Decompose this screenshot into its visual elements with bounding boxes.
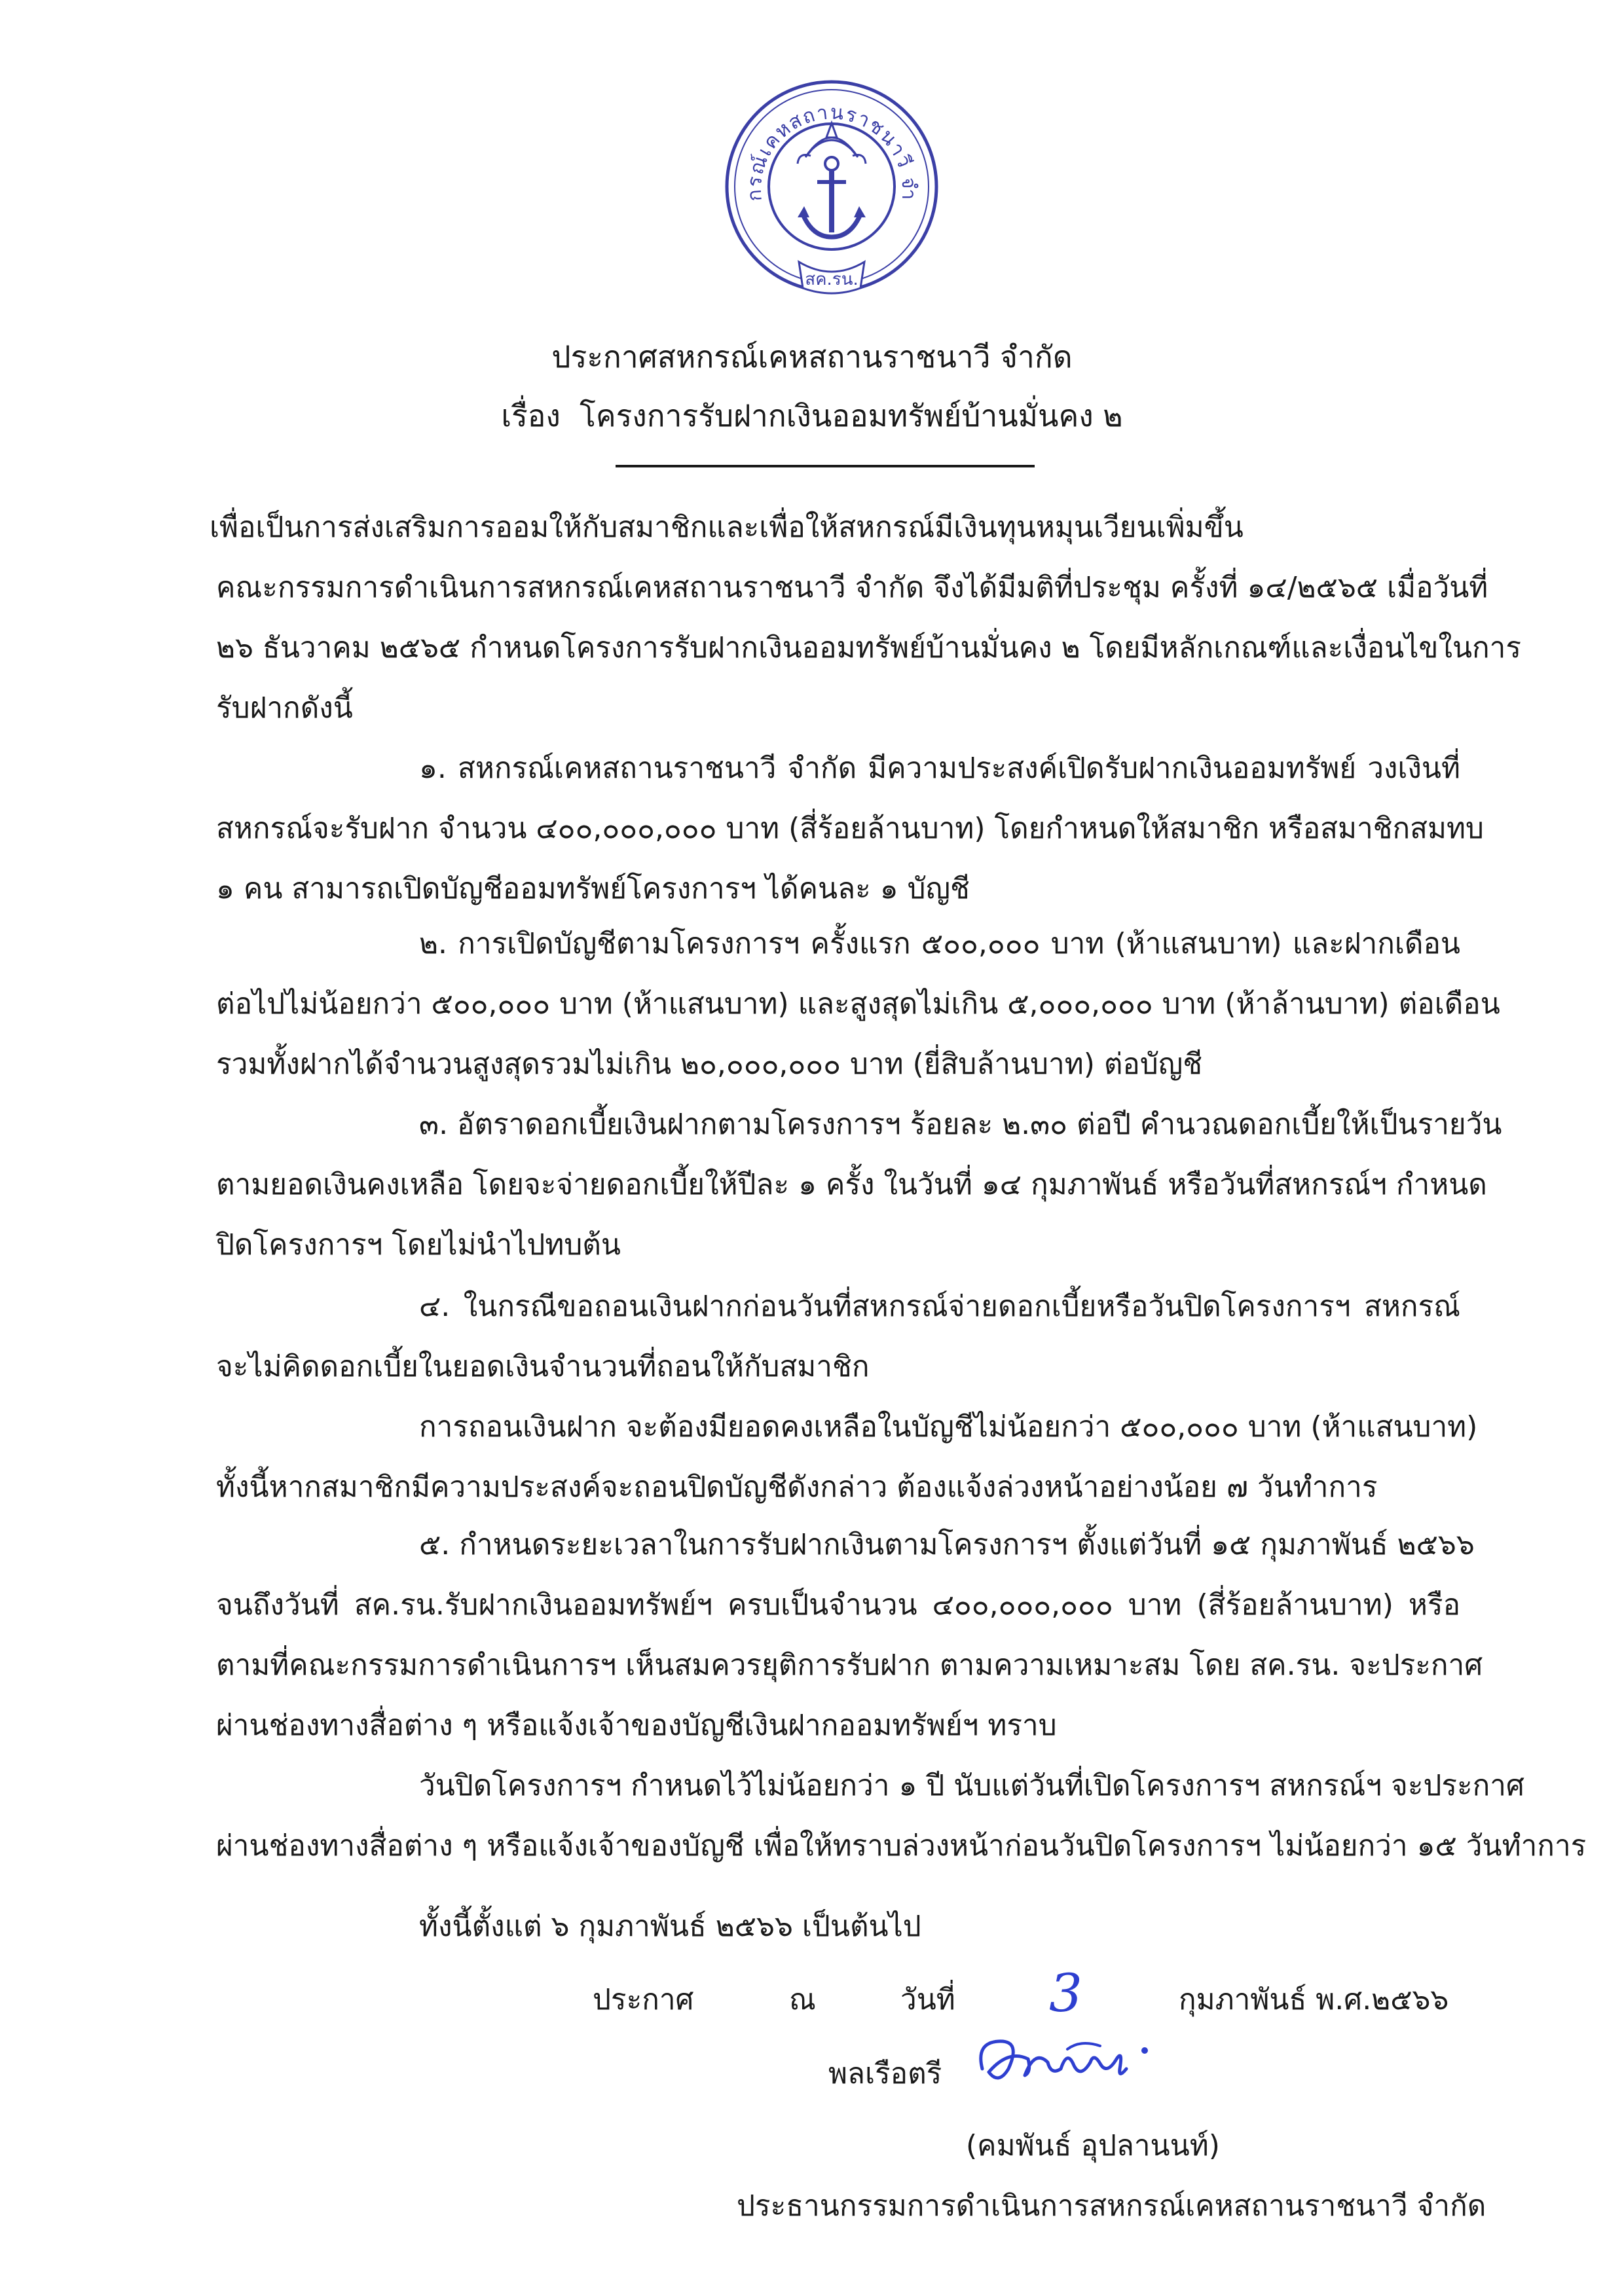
handwritten-day-glyph <box>1041 1964 1094 2023</box>
signatory-name: (คมพันธ์ อุปลานนท์) <box>966 2129 1220 2162</box>
item4b-line-1: การถอนเงินฝาก จะต้องมียอดคงเหลือในบัญชีไม่น้อยกว่า ๕๐๐,๐๐๐ บาท (ห้าแสนบาท) <box>419 1410 1478 1444</box>
anchor-seal-icon <box>720 65 943 308</box>
subject-text: โครงการรับฝากเงินออมทรัพย์บ้านมั่นคง ๒ <box>580 398 1123 433</box>
announcement-title: ประกาศสหกรณ์เคหสถานราชนาวี จำกัด <box>551 339 1073 374</box>
seal-abbrev: สค.รน. <box>805 270 858 289</box>
item2-line-3: รวมทั้งฝากได้จำนวนสูงสุดรวมไม่เกิน ๒๐,๐๐๐,๐๐๐ บาท (ยี่สิบล้านบาท) ต่อบัญชี <box>216 1048 1203 1081</box>
item2-line-2: ต่อไปไม่น้อยกว่า ๕๐๐,๐๐๐ บาท (ห้าแสนบาท) และสูงสุดไม่เกิน ๕,๐๐๐,๐๐๐ บาท (ห้าล้านบาท) ต่อเดือน <box>216 987 1500 1021</box>
item5-line-4: ผ่านช่องทางสื่อต่าง ๆ หรือแจ้งเจ้าของบัญชีเงินฝากออมทรัพย์ฯ ทราบ <box>216 1709 1057 1742</box>
effective-date: ทั้งนี้ตั้งแต่ ๖ กุมภาพันธ์ ๒๕๖๖ เป็นต้นไป <box>419 1910 921 1943</box>
announce-label: ประกาศ <box>593 1983 694 2016</box>
day-label: วันที่ <box>900 1983 955 2016</box>
item3-line-3: ปิดโครงการฯ โดยไม่นำไปทบต้น <box>216 1228 621 1262</box>
item4-line-2: จะไม่คิดดอกเบี้ยในยอดเงินจำนวนที่ถอนให้กับสมาชิก <box>216 1350 870 1383</box>
intro-line-1: เพื่อเป็นการส่งเสริมการออมให้กับสมาชิกและเพื่อให้สหกรณ์มีเงินทุนหมุนเวียนเพิ่มขึ้น <box>210 511 1244 544</box>
item1-line-3: ๑ คน สามารถเปิดบัญชีออมทรัพย์โครงการฯ ได้คนละ ๑ บัญชี <box>216 872 970 905</box>
item5-line-3: ตามที่คณะกรรมการดำเนินการฯ เห็นสมควรยุติการรับฝาก ตามความเหมาะสม โดย สค.รน. จะประกาศ <box>216 1649 1483 1682</box>
signatory-rank: พลเรือตรี <box>828 2057 942 2090</box>
item5-line-2: จนถึงวันที่ สค.รน.รับฝากเงินออมทรัพย์ฯ ครบเป็นจำนวน ๔๐๐,๐๐๐,๐๐๐ บาท (สี่ร้อยล้านบาท) หรือ <box>216 1588 1460 1622</box>
signature-mark <box>969 2023 1166 2095</box>
item4-line-1: ๔. ในกรณีขอถอนเงินฝากก่อนวันที่สหกรณ์จ่ายดอกเบี้ยหรือวันปิดโครงการฯ สหกรณ์ <box>419 1290 1460 1323</box>
item3-line-1: ๓. อัตราดอกเบี้ยเงินฝากตามโครงการฯ ร้อยละ ๒.๓๐ ต่อปี คำนวณดอกเบี้ยให้เป็นรายวัน <box>419 1108 1502 1141</box>
item5-line-1: ๕. กำหนดระยะเวลาในการรับฝากเงินตามโครงการฯ ตั้งแต่วันที่ ๑๕ กุมภาพันธ์ ๒๕๖๖ <box>419 1528 1475 1561</box>
item5b-line-1: วันปิดโครงการฯ กำหนดไว้ไม่น้อยกว่า ๑ ปี นับแต่วันที่เปิดโครงการฯ สหกรณ์ฯ จะประกาศ <box>419 1769 1524 1802</box>
seal-ring-text: กรณ์เคหสถานราชนาวี จำ <box>743 101 921 202</box>
announcement-subject <box>0 396 1624 435</box>
day-value: 3 <box>1049 1964 1082 2023</box>
header-divider <box>616 465 1035 467</box>
item3-line-2: ตามยอดเงินคงเหลือ โดยจะจ่ายดอกเบี้ยให้ปีละ ๑ ครั้ง ในวันที่ ๑๔ กุมภาพันธ์ หรือวันที่สหกรณ์ฯ กำหนด <box>216 1168 1487 1201</box>
item1-line-2: สหกรณ์จะรับฝาก จำนวน ๔๐๐,๐๐๐,๐๐๐ บาท (สี่ร้อยล้านบาท) โดยกำหนดให้สมาชิก หรือสมาชิกสมทบ <box>216 812 1484 845</box>
item4b-line-2: ทั้งนี้หากสมาชิกมีความประสงค์จะถอนปิดบัญชีดังกล่าว ต้องแจ้งล่วงหน้าอย่างน้อย ๗ วันทำการ <box>216 1470 1378 1504</box>
intro-line-4: รับฝากดังนี้ <box>216 691 353 725</box>
cooperative-seal <box>720 65 943 308</box>
handwritten-signature-icon <box>969 2023 1166 2095</box>
item2-line-1: ๒. การเปิดบัญชีตามโครงการฯ ครั้งแรก ๕๐๐,๐๐๐ บาท (ห้าแสนบาท) และฝากเดือน <box>419 927 1460 960</box>
item5b-line-2: ผ่านช่องทางสื่อต่าง ๆ หรือแจ้งเจ้าของบัญชี เพื่อให้ทราบล่วงหน้าก่อนวันปิดโครงการฯ ไม่น้อยกว่า ๑๕ วันทำการ <box>216 1829 1587 1863</box>
intro-line-3: ๒๖ ธันวาคม ๒๕๖๕ กำหนดโครงการรับฝากเงินออมทรัพย์บ้านมั่นคง ๒ โดยมีหลักเกณฑ์และเงื่อนไขในการ <box>216 631 1521 665</box>
intro-line-2: คณะกรรมการดำเนินการสหกรณ์เคหสถานราชนาวี จำกัด จึงได้มีมติที่ประชุม ครั้งที่ ๑๔/๒๕๖๕ เมื่อวันที่ <box>216 571 1488 604</box>
signatory-position: ประธานกรรมการดำเนินการสหกรณ์เคหสถานราชนาวี จำกัด <box>737 2189 1486 2223</box>
subject-label: เรื่อง <box>501 398 561 433</box>
item1-line-1: ๑. สหกรณ์เคหสถานราชนาวี จำกัด มีความประสงค์เปิดรับฝากเงินออมทรัพย์ วงเงินที่ <box>419 752 1460 785</box>
month-year: กุมภาพันธ์ พ.ศ.๒๕๖๖ <box>1179 1983 1449 2016</box>
at-label: ณ <box>789 1983 816 2016</box>
handwritten-day <box>1041 1964 1094 2023</box>
